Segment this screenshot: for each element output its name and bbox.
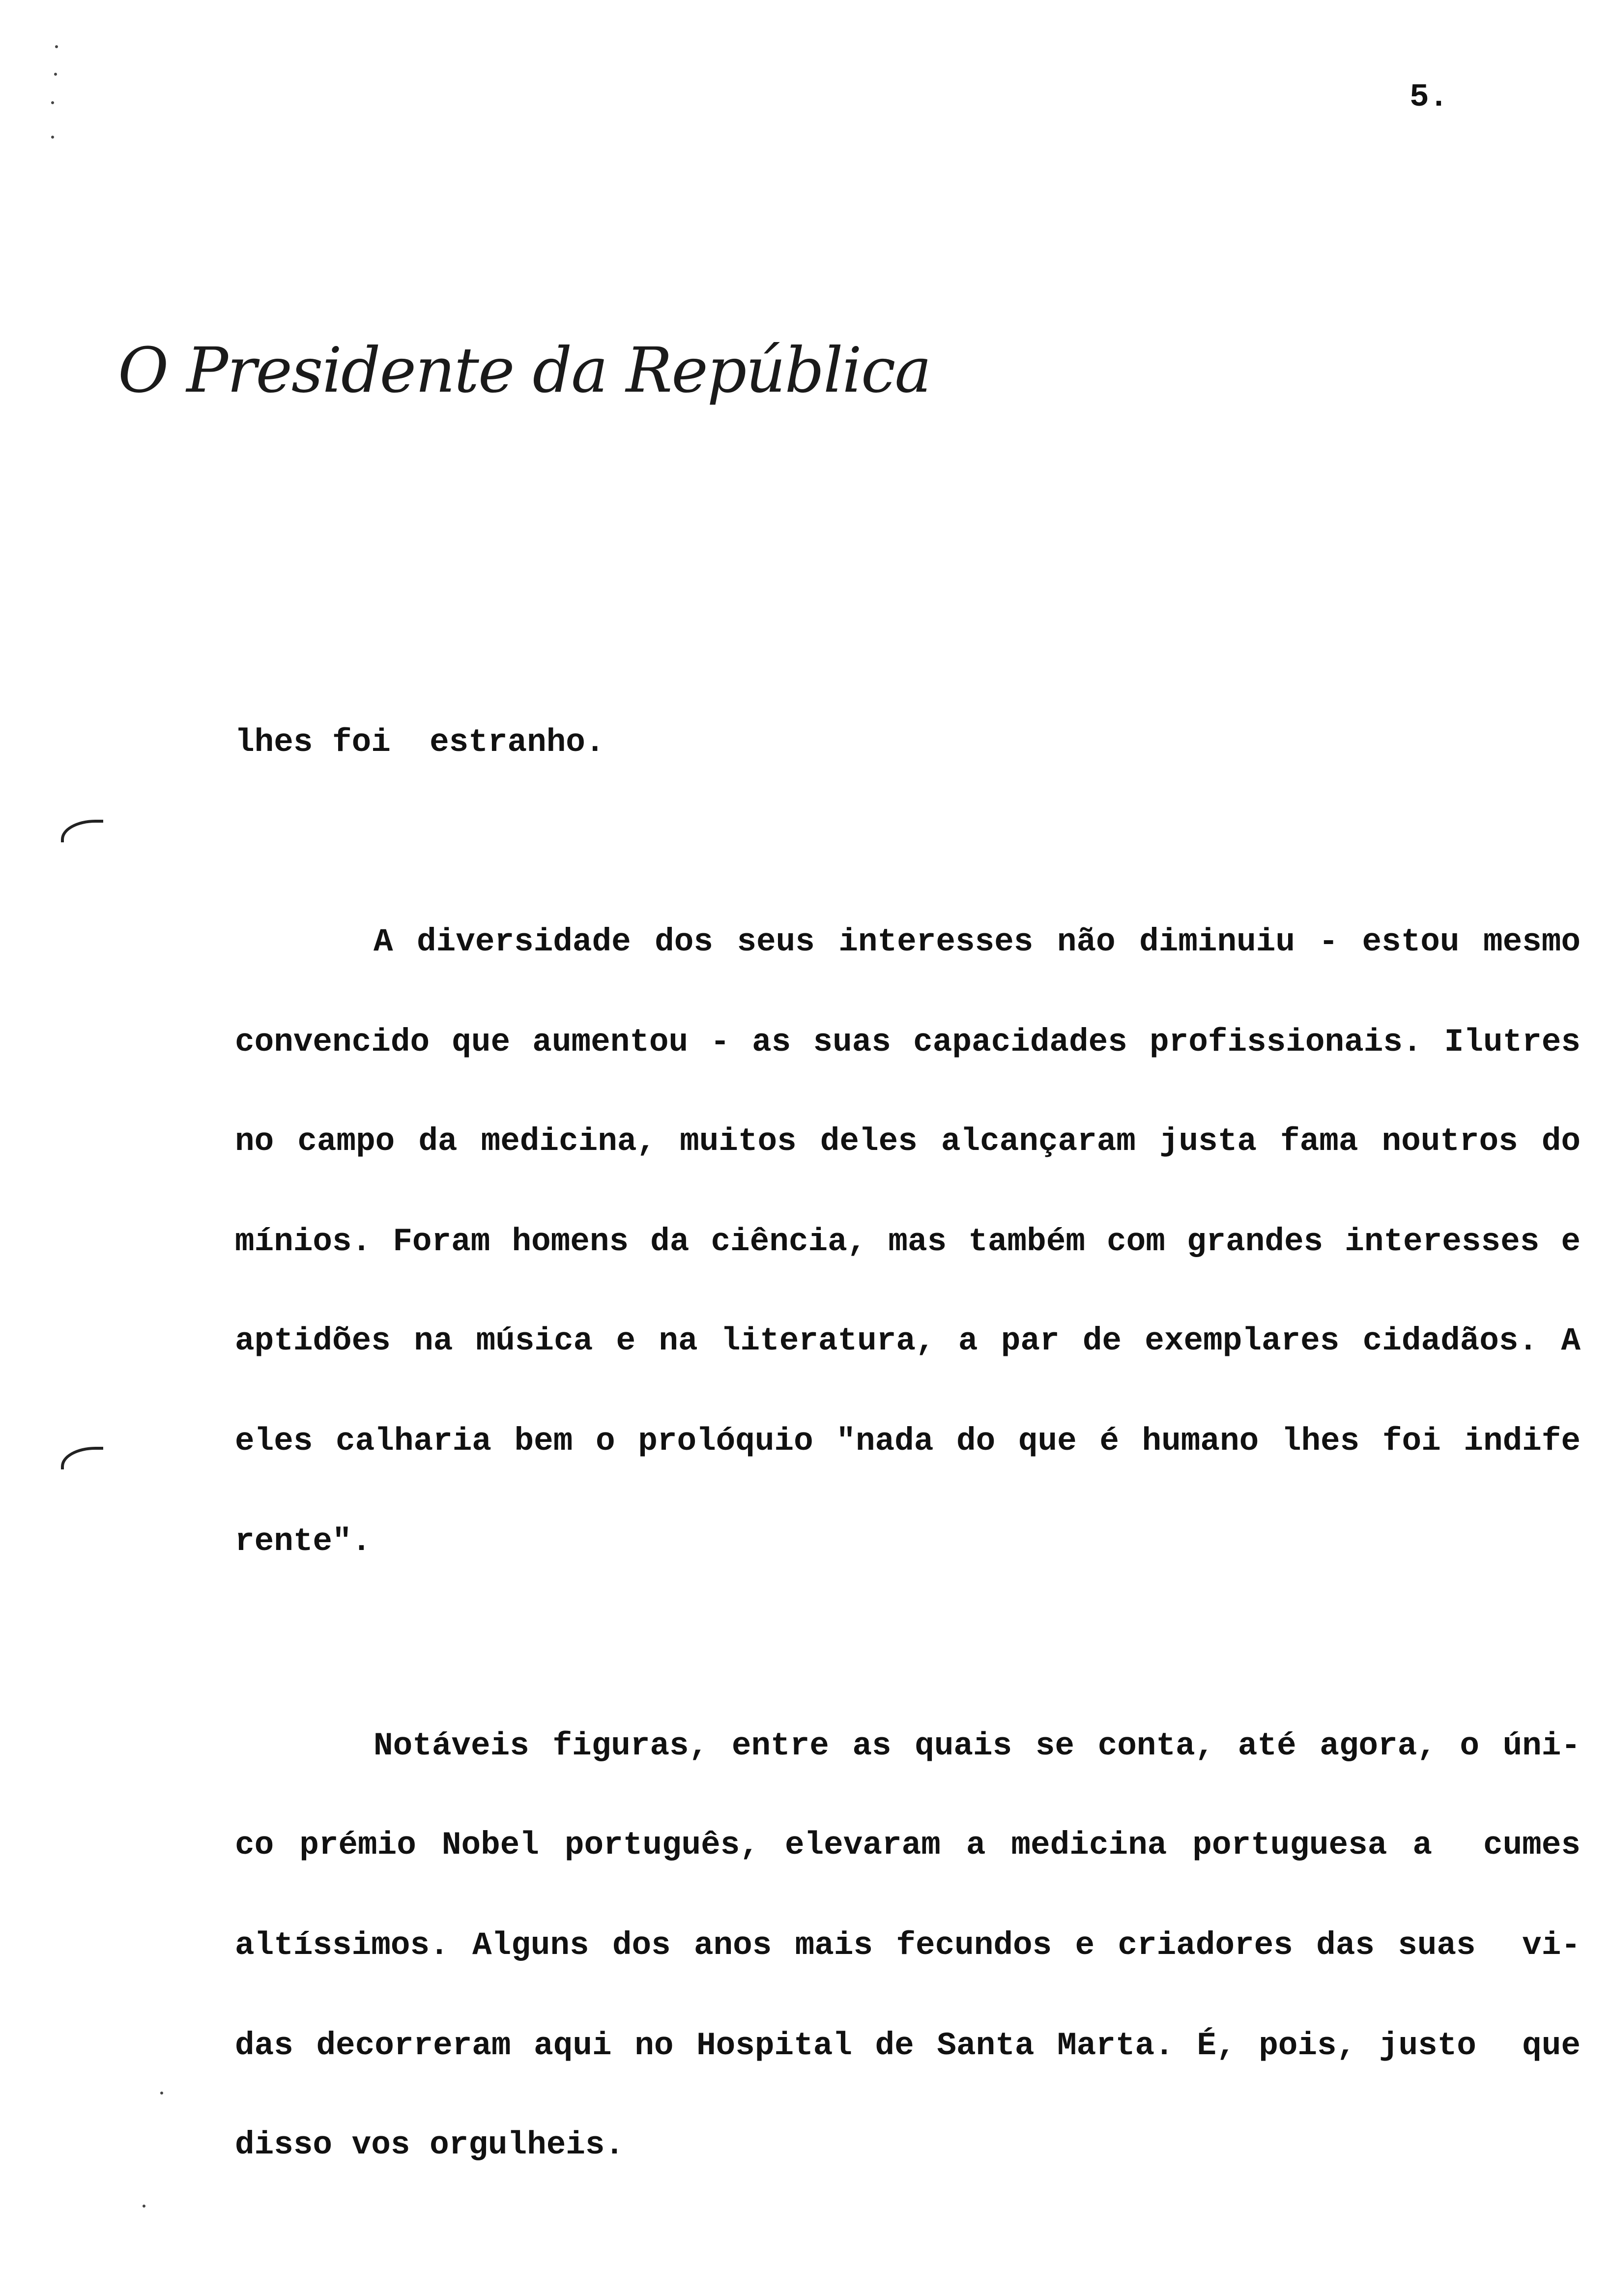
margin-punch-mark [61,820,103,842]
scan-speck [160,2092,163,2095]
text-line: altíssimos. Alguns dos anos mais fecundos e criadores das suas vi- [235,1927,1581,1964]
page-number: 5. [1410,79,1449,115]
text-line: A diversidade dos seus interesses não diminuiu - estou mesmo [374,923,1581,960]
scan-speck [55,45,58,48]
scan-speck [54,73,57,76]
text-line: mínios. Foram homens da ciência, mas também com grandes interesses e [235,1223,1581,1260]
scan-speck [51,101,54,104]
text-line: disso vos orgulheis. [235,2126,625,2163]
text-line: Notáveis figuras, entre as quais se conta, até agora, o úni- [374,1727,1581,1764]
margin-punch-mark [61,1447,103,1469]
text-line: aptidões na música e na literatura, a par de exemplares cidadãos. A [235,1322,1581,1359]
text-line: no campo da medicina, muitos deles alcançaram justa fama noutros do [235,1123,1581,1160]
text-line: convencido que aumentou - as suas capacidades profissionais. Ilutres [235,1024,1581,1061]
text-line: das decorreram aqui no Hospital de Santa Marta. É, pois, justo que [235,2027,1581,2064]
text-line: rente". [235,1523,372,1560]
text-line: lhes foi estranho. [235,724,605,761]
text-line: eles calharia bem o prolóquio "nada do que é humano lhes foi indife [235,1423,1581,1460]
text-line: co prémio Nobel português, elevaram a medicina portuguesa a cumes [235,1827,1581,1864]
scan-speck [51,136,54,139]
letterhead: O Presidente da República [118,334,931,406]
scan-speck [143,2205,145,2208]
